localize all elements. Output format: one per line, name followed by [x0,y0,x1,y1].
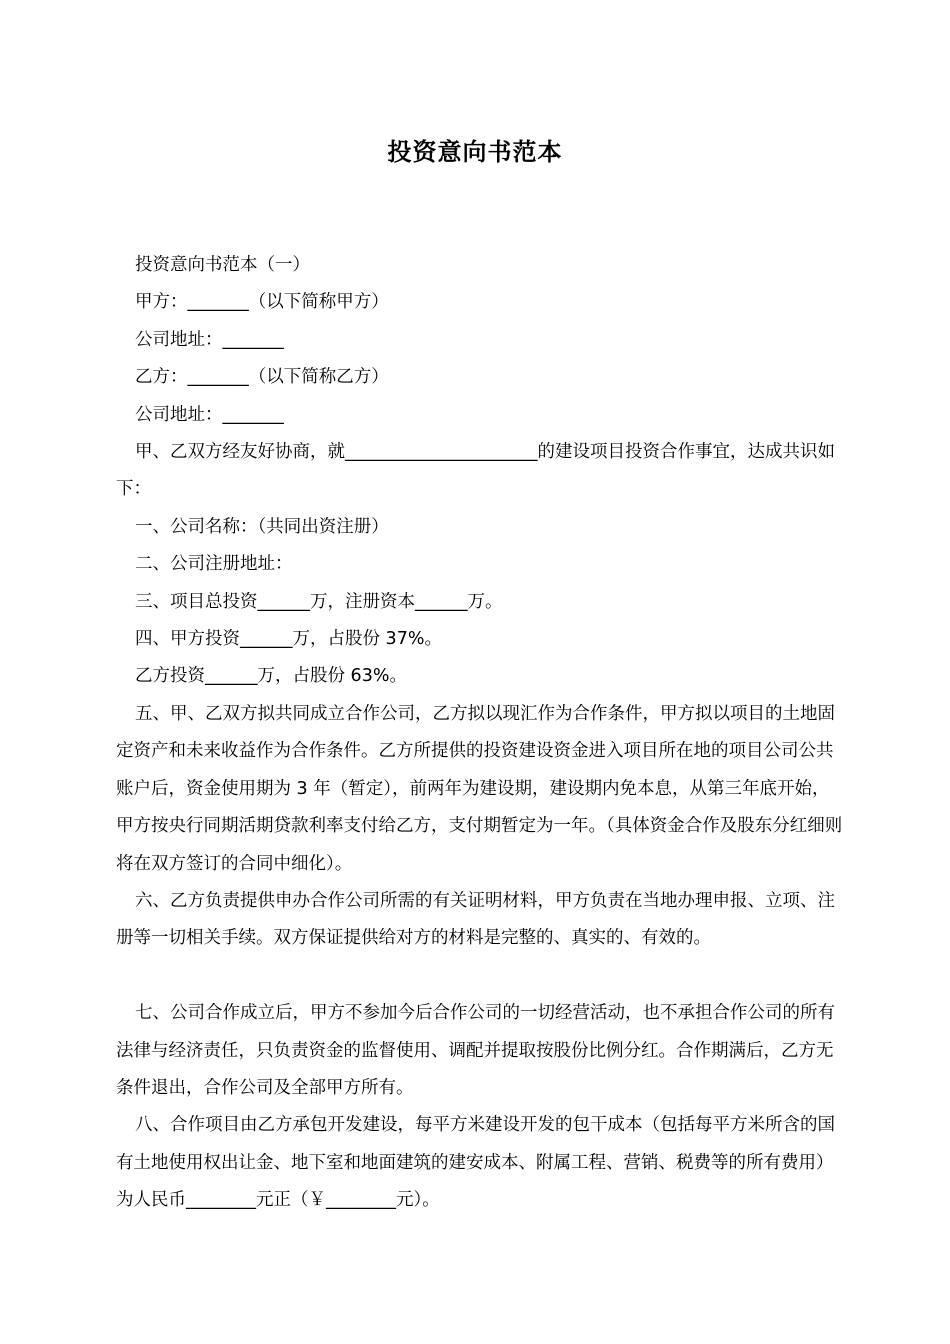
party-b-line: 乙方：_______（以下简称乙方） [135,367,389,388]
clause-3: 三、项目总投资______万，注册资本______万。 [135,591,503,612]
clause-7: 七、公司合作成立后，甲方不参加今后合作公司的一切经营活动，也不承担合作公司的所有法律与经济责任，只负责资金的监督使用、调配并提取按股份比例分红。合作期满后，乙方无条件退出，合作公司及全部甲方所有。 [116,1003,835,1098]
paragraph-intro: 甲、乙双方经友好协商，就______________________的建设项目投资合作事宜，达成共识如下： [116,442,835,500]
party-a-address: 公司地址：_______ [135,329,284,350]
clause-5: 五、甲、乙双方拟共同成立合作公司，乙方拟以现汇作为合作条件，甲方拟以项目的土地固定资产和未来收益作为合作条件。乙方所提供的投资建设资金进入项目所在地的项目公司公共账户后，资金使用期为 3 年（暂定），前两年为建设期，建设期内免本息，从第三年底开始，甲方按央行同期活期贷款利率支付给乙方，支付期暂定为一年。（具体资金合作及股东分红细则将在双方签订的合同中细化）。 [116,703,843,874]
clause-2: 二、公司注册地址： [135,554,293,575]
party-b-address: 公司地址：_______ [135,404,284,425]
clause-4: 四、甲方投资______万，占股份 37%。 [135,629,442,650]
clause-1: 一、公司名称：（共同出资注册） [135,516,389,537]
clause-4-b: 乙方投资______万，占股份 63%。 [135,666,407,687]
clause-6: 六、乙方负责提供申办合作公司所需的有关证明材料，甲方负责在当地办理申报、立项、注册等一切相关手续。双方保证提供给对方的材料是完整的、真实的、有效的。 [116,890,835,949]
clause-8: 八、合作项目由乙方承包开发建设，每平方米建设开发的包干成本（包括每平方米所含的国有土地使用权出让金、地下室和地面建筑的建安成本、附属工程、营销、税费等的所有费用）为人民币________元正（￥________元）。 [116,1115,835,1211]
party-a-line: 甲方：_______（以下简称甲方） [135,292,389,313]
paragraph-heading: 投资意向书范本（一） [135,255,310,275]
document-body [116,247,846,1220]
document-title: 投资意向书范本 [387,138,563,166]
paragraph-spacer [116,958,846,995]
